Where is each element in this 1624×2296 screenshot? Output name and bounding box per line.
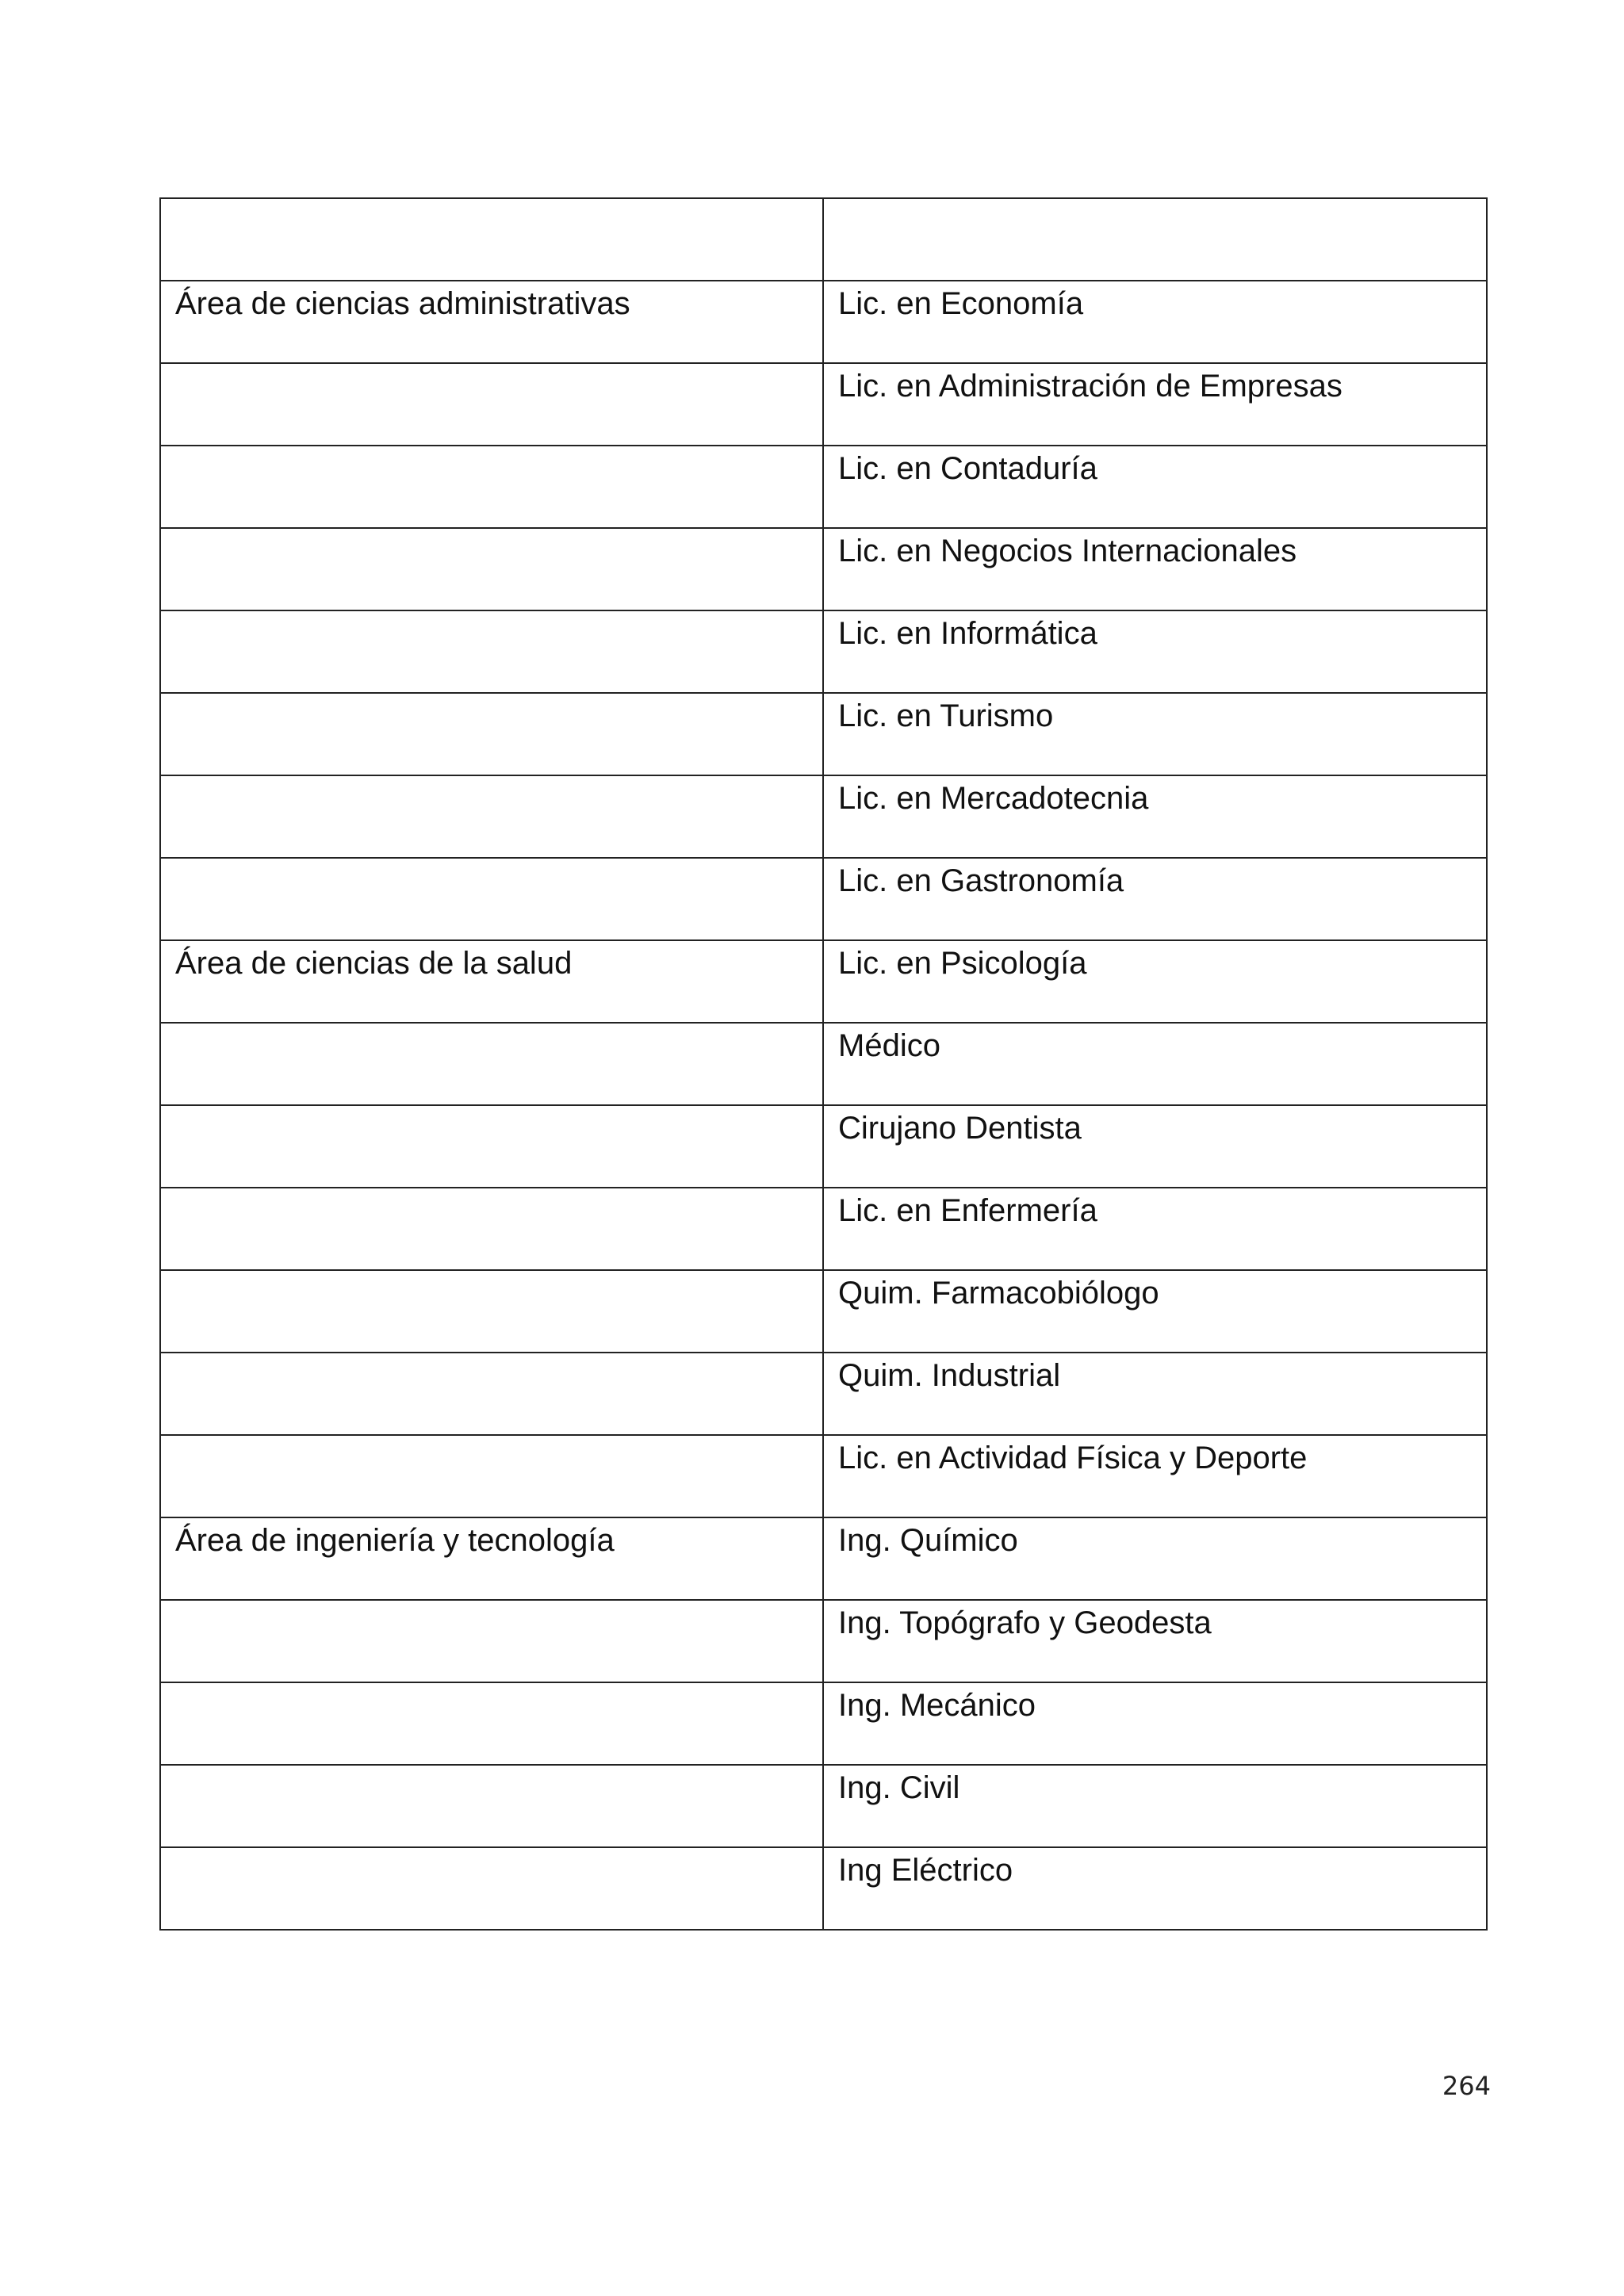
table-row	[160, 446, 1487, 528]
area-cell	[160, 198, 823, 281]
area-cell: Área de ingeniería y tecnología	[160, 1517, 823, 1600]
area-cell	[160, 1435, 823, 1517]
career-cell: Lic. en Enfermería	[823, 1188, 1487, 1270]
area-cell	[160, 1847, 823, 1930]
table-row	[160, 1682, 1487, 1765]
career-cell: Lic. en Actividad Física y Deporte	[823, 1435, 1487, 1517]
area-cell	[160, 1188, 823, 1270]
table-row	[160, 1435, 1487, 1517]
table-row	[160, 1105, 1487, 1188]
career-cell: Lic. en Turismo	[823, 693, 1487, 775]
career-cell: Ing. Topógrafo y Geodesta	[823, 1600, 1487, 1682]
career-cell: Lic. en Gastronomía	[823, 858, 1487, 940]
career-cell: Lic. en Mercadotecnia	[823, 775, 1487, 858]
table-row	[160, 281, 1487, 363]
career-cell: Quim. Industrial	[823, 1353, 1487, 1435]
table-row	[160, 1847, 1487, 1930]
table-row	[160, 1023, 1487, 1105]
area-cell: Área de ciencias de la salud	[160, 940, 823, 1023]
career-cell: Lic. en Economía	[823, 281, 1487, 363]
area-cell: Área de ciencias administrativas	[160, 281, 823, 363]
table-row	[160, 1600, 1487, 1682]
table-row	[160, 363, 1487, 446]
career-cell	[823, 198, 1487, 281]
area-cell	[160, 363, 823, 446]
table-row	[160, 940, 1487, 1023]
careers-table-body	[160, 198, 1487, 1930]
area-cell	[160, 1600, 823, 1682]
area-cell	[160, 446, 823, 528]
table-row	[160, 1517, 1487, 1600]
career-cell: Quim. Farmacobiólogo	[823, 1270, 1487, 1353]
table-row	[160, 693, 1487, 775]
table-row	[160, 858, 1487, 940]
career-cell: Lic. en Psicología	[823, 940, 1487, 1023]
career-cell: Lic. en Negocios Internacionales	[823, 528, 1487, 610]
table-row	[160, 610, 1487, 693]
area-cell	[160, 1353, 823, 1435]
area-cell	[160, 858, 823, 940]
area-cell	[160, 610, 823, 693]
page-number: 264	[1442, 2071, 1491, 2101]
area-cell	[160, 1105, 823, 1188]
area-cell	[160, 693, 823, 775]
area-cell	[160, 528, 823, 610]
table-row	[160, 528, 1487, 610]
career-cell: Lic. en Administración de Empresas	[823, 363, 1487, 446]
table-row	[160, 1353, 1487, 1435]
table-row	[160, 1188, 1487, 1270]
area-cell	[160, 1270, 823, 1353]
career-cell: Ing. Mecánico	[823, 1682, 1487, 1765]
area-cell	[160, 1765, 823, 1847]
career-cell: Cirujano Dentista	[823, 1105, 1487, 1188]
area-cell	[160, 1023, 823, 1105]
area-cell	[160, 1682, 823, 1765]
careers-table	[159, 197, 1488, 1931]
career-cell: Lic. en Contaduría	[823, 446, 1487, 528]
table-row	[160, 1270, 1487, 1353]
career-cell: Ing. Químico	[823, 1517, 1487, 1600]
career-cell: Ing Eléctrico	[823, 1847, 1487, 1930]
table-row	[160, 1765, 1487, 1847]
table-row	[160, 198, 1487, 281]
career-cell: Médico	[823, 1023, 1487, 1105]
table-row	[160, 775, 1487, 858]
career-cell: Ing. Civil	[823, 1765, 1487, 1847]
career-cell: Lic. en Informática	[823, 610, 1487, 693]
area-cell	[160, 775, 823, 858]
